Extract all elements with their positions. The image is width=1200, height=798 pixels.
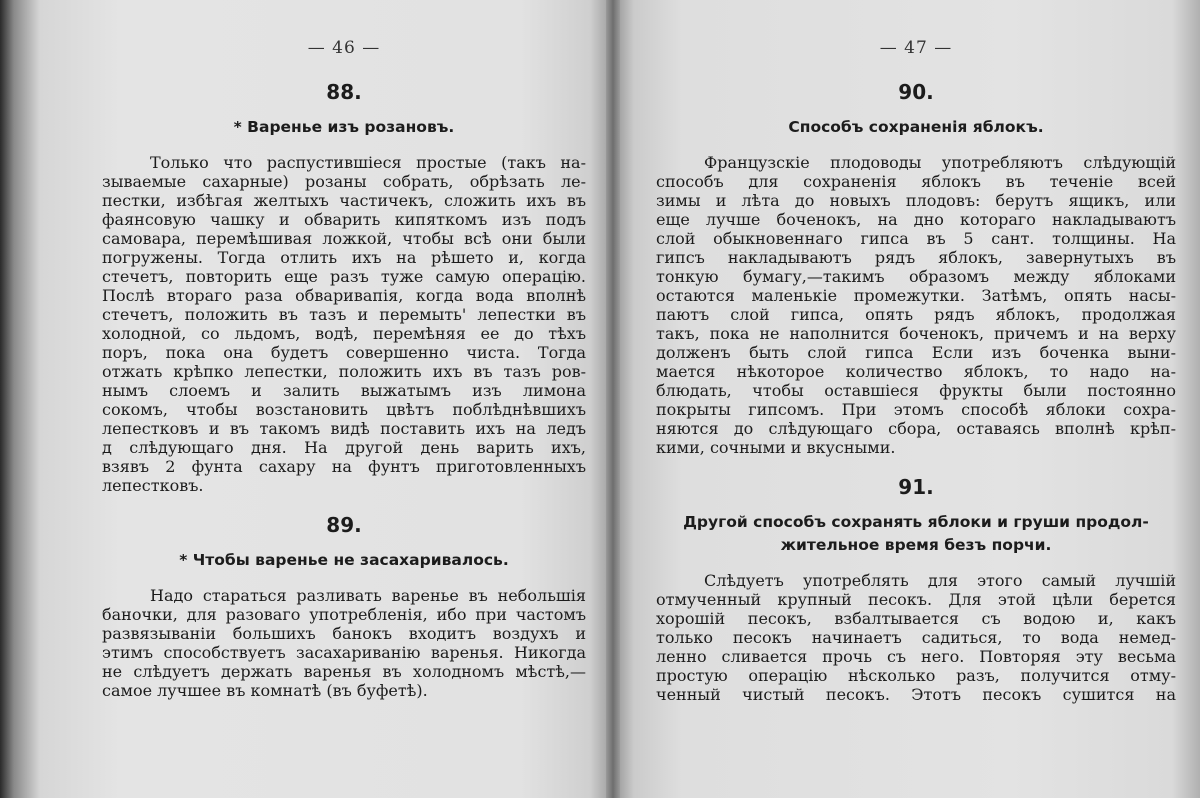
text-line: слой обыкновеннаго гипса въ 5 сант. толщины. На [656, 229, 1176, 248]
recipe-number: 88. [326, 80, 362, 104]
recipe-body [656, 153, 1176, 457]
text-line: способъ для сохраненія яблокъ въ теченіе всей [656, 172, 1176, 191]
text-line: ленно сливается прочь съ него. Повторяя эту весьма [656, 647, 1176, 666]
text-line: стечетъ, повторить еще разъ туже самую операцію. [102, 267, 586, 286]
recipe-title [656, 511, 1176, 557]
recipe-body [102, 586, 586, 700]
text-line: нымъ слоемъ и залить выжатымъ изъ лимона [102, 381, 586, 400]
left-page-content [102, 0, 586, 700]
book-gutter [606, 0, 620, 798]
text-line: только песокъ начинаетъ садиться, то вода немед- [656, 628, 1176, 647]
text-line: не слѣдуетъ держать варенья въ холодномъ мѣстѣ,— [102, 662, 586, 681]
recipe-title: * Чтобы варенье не засахаривалось. [179, 551, 509, 569]
text-line: стечетъ, положить въ тазъ и перемыть' лепестки въ [102, 305, 586, 324]
text-line: покрыты гипсомъ. При этомъ способѣ яблоки сохра- [656, 400, 1176, 419]
text-line: отмученный крупный песокъ. Для этой цѣли берется [656, 590, 1176, 609]
recipe-number: 91. [898, 475, 934, 499]
text-line: няются до слѣдующаго сбора, оставаясь вполнѣ крѣп- [656, 419, 1176, 438]
text-line: долженъ быть слой гипса Если изъ боченка выни- [656, 343, 1176, 362]
text-line: Послѣ втораго раза обваривапія, когда вода вполнѣ [102, 286, 586, 305]
text-line: кими, сочными и вкусными. [656, 438, 896, 457]
text-line: д слѣдующаго дня. На другой день варить ихъ, [102, 438, 586, 457]
text-line: ченный чистый песокъ. Этотъ песокъ сушится на [656, 685, 1176, 704]
text-line: самое лучшее въ комнатѣ (въ буфетѣ). [102, 681, 428, 700]
text-line: поръ, пока она будетъ совершенно чиста. Тогда [102, 343, 586, 362]
text-line: баночки, для разоваго употребленія, ибо при частомъ [102, 605, 586, 624]
text-line: зываемые сахарные) розаны собрать, обрѣзать ле- [102, 172, 586, 191]
text-line: пестки, избѣгая желтыхъ частичекъ, сложить ихъ въ [102, 191, 586, 210]
text-line: сокомъ, чтобы возстановить цвѣтъ поблѣднѣвшихъ [102, 400, 586, 419]
text-line: зимы и лѣта до новыхъ плодовъ: берутъ ящикъ, или [656, 191, 1176, 210]
recipe-number: 89. [326, 513, 362, 537]
text-line: лепестковъ. [102, 476, 204, 495]
text-line: еще лучше боченокъ, на дно котораго накладываютъ [656, 210, 1176, 229]
text-line: взявъ 2 фунта сахару на фунтъ приготовленныхъ [102, 457, 586, 476]
text-line: этимъ способствуетъ засахариванію варенья. Никогда [102, 643, 586, 662]
text-line: фаянсовую чашку и обварить кипяткомъ изъ подъ [102, 210, 586, 229]
text-line: лепестковъ и въ такомъ видѣ поставить ихъ на ледъ [102, 419, 586, 438]
text-line: простую операцію нѣсколько разъ, получится отму- [656, 666, 1176, 685]
text-line: остаются маленькіе промежутки. Затѣмъ, опять насы- [656, 286, 1176, 305]
text-line: тонкую бумагу,—такимъ образомъ между яблоками [656, 267, 1176, 286]
recipe-title: Способъ сохраненія яблокъ. [788, 118, 1044, 136]
text-line: погружены. Тогда отлить ихъ на рѣшето и, когда [102, 248, 586, 267]
text-line: Надо стараться разливать варенье въ небольшія [150, 586, 586, 605]
recipe-number: 90. [898, 80, 934, 104]
text-line: Только что распустившіеся простые (такъ на- [150, 153, 586, 172]
right-page [612, 0, 1200, 798]
text-line: самовара, перемѣшивая ложкой, чтобы всѣ они были [102, 229, 586, 248]
right-page-content [656, 0, 1176, 704]
text-line: паютъ слой гипса, опять рядъ яблокъ, продолжая [656, 305, 1176, 324]
text-line: такъ, пока не наполнится боченокъ, причемъ и на верху [656, 324, 1176, 343]
text-line: хорошій песокъ, взбалтывается съ водою и, какъ [656, 609, 1176, 628]
recipe-body [102, 153, 586, 495]
recipe-title: * Варенье изъ розановъ. [233, 118, 455, 136]
text-line: Слѣдуетъ употреблять для этого самый лучшій [704, 571, 1176, 590]
page-number: — 47 — [879, 38, 953, 58]
recipe-title-line: жительное время безъ порчи. [780, 536, 1052, 554]
text-line: отжать крѣпко лепестки, положить ихъ въ тазъ ров- [102, 362, 586, 381]
text-line: мается нѣкоторое количество яблокъ, то надо на- [656, 362, 1176, 381]
recipe-body [656, 571, 1176, 704]
recipe-title-line: Другой способъ сохранять яблоки и груши продол- [683, 513, 1149, 531]
text-line: блюдать, чтобы оставшіеся фрукты были постоянно [656, 381, 1176, 400]
text-line: холодной, со льдомъ, водѣ, перемѣняя ее до тѣхъ [102, 324, 586, 343]
page-number: — 46 — [307, 38, 381, 58]
text-line: Французскіе плодоводы употребляютъ слѣдующій [704, 153, 1176, 172]
text-line: развязываніи большихъ банокъ входитъ воздухъ и [102, 624, 586, 643]
text-line: гипсъ накладываютъ рядъ яблокъ, завернутыхъ въ [656, 248, 1176, 267]
